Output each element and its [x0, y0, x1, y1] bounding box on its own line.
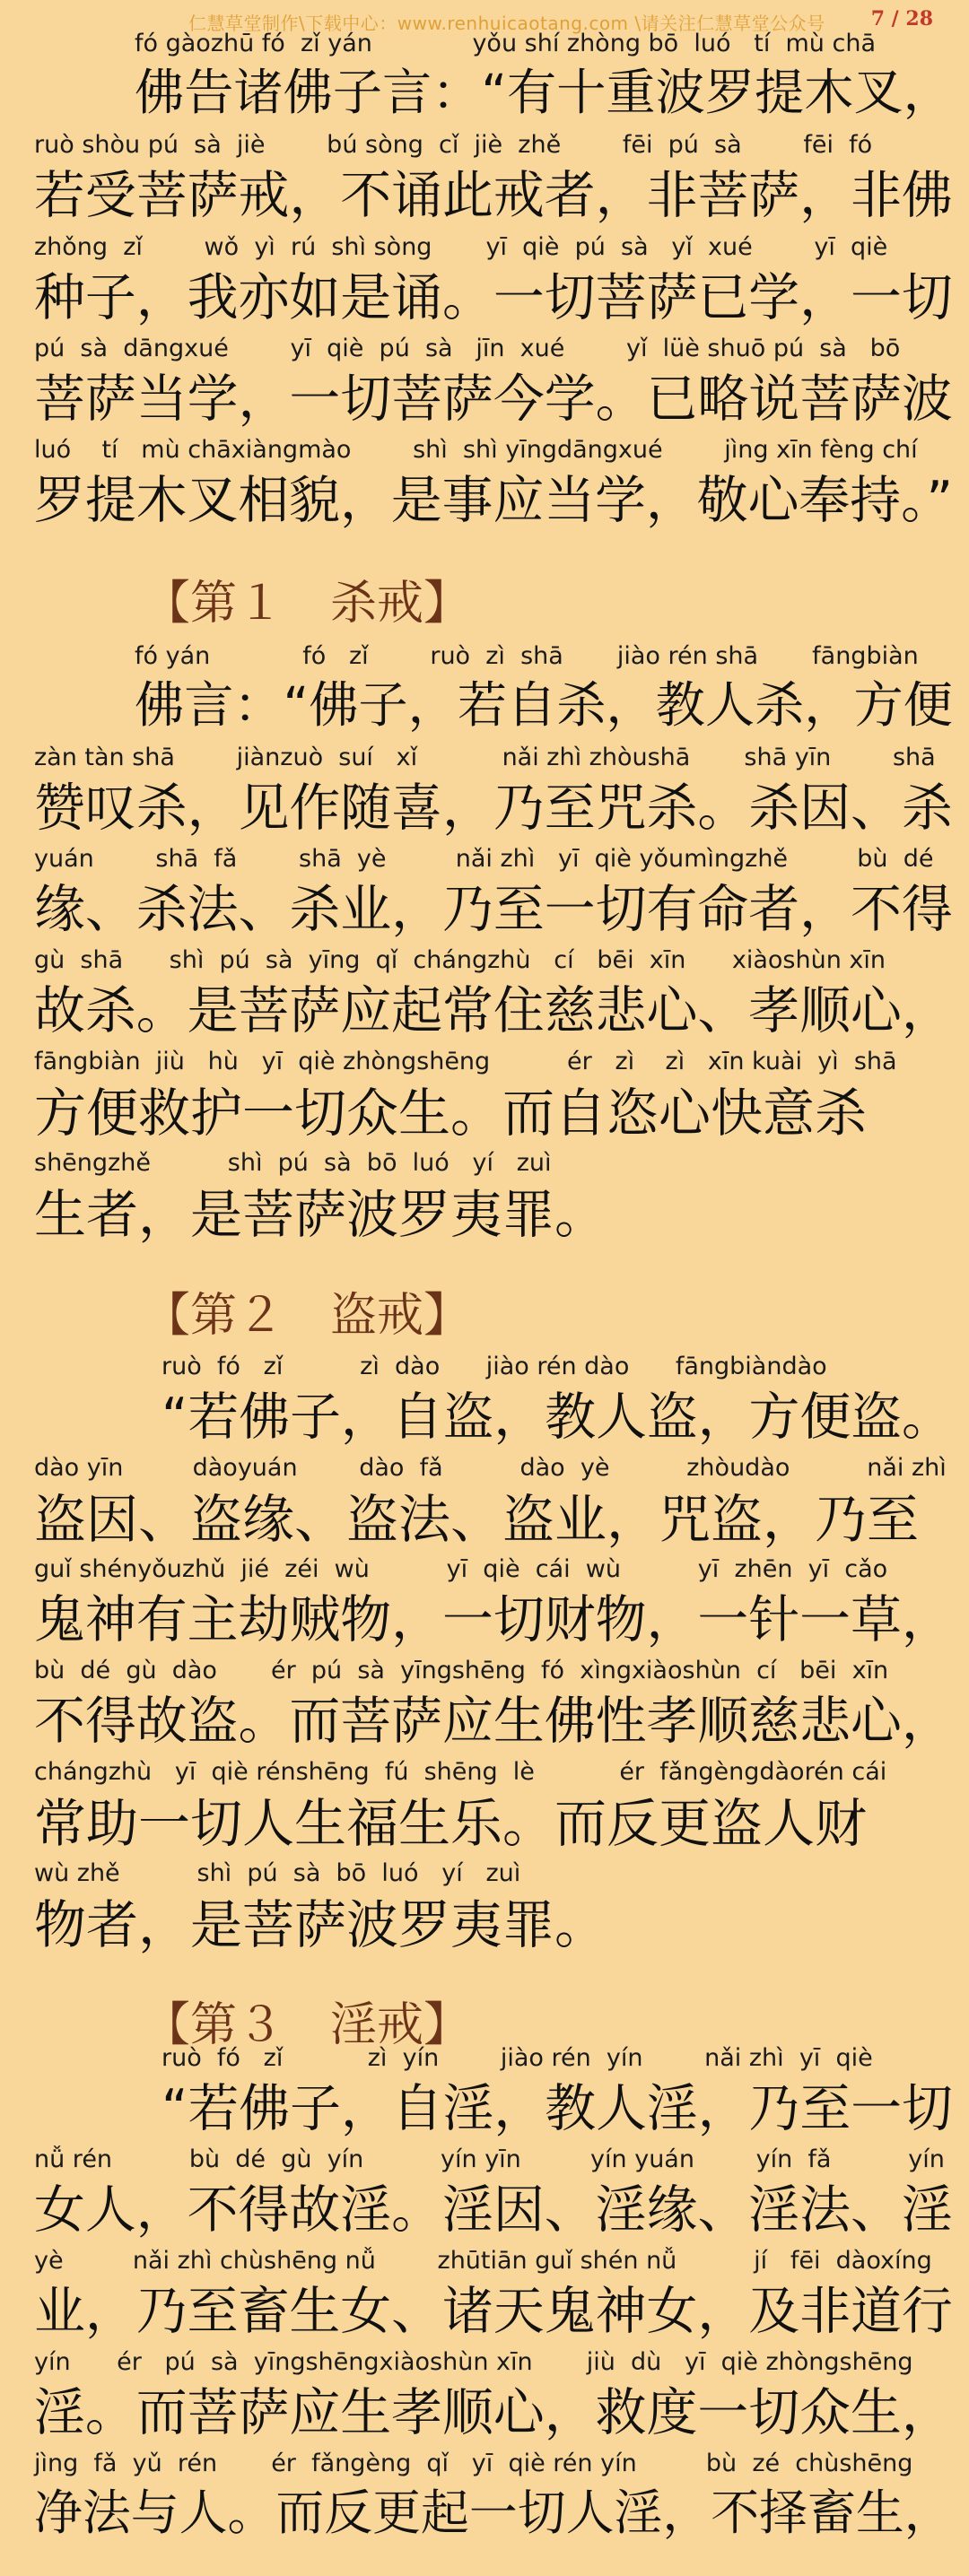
pinyin-annotation: wù zhě shì pú sà bō luó yí zuì [34, 1859, 521, 1887]
text-line [0, 1658, 969, 1759]
hanzi-text: 种子，我亦如是诵。一切菩萨已学，一切 [34, 268, 953, 327]
hanzi-text: 净法与人。而反更起一切人淫，不择畜生， [34, 2485, 953, 2541]
text-line [0, 438, 969, 538]
pinyin-annotation: fó gàozhū fó zǐ yán yǒu shí zhòng bō luó tí mù chā [135, 30, 876, 57]
text-line [0, 2147, 969, 2248]
hanzi-text: 鬼神有主劫贼物，一切财物，一针一草， [34, 1590, 953, 1649]
pinyin-annotation: yín ér pú sà yīngshēngxiàoshùn xīn jiù dù yī qiè zhòngshēng [34, 2348, 913, 2376]
text-line [0, 2350, 969, 2450]
text-line [0, 235, 969, 335]
pinyin-annotation: ruò fó zǐ zì dào jiào rén dào fāngbiàndào [162, 1353, 827, 1380]
pinyin-annotation: zàn tàn shā jiànzuò suí xǐ nǎi zhì zhòushā shā yīn shā [34, 744, 936, 771]
text-line [0, 31, 969, 132]
header-credit-text: 仁慧草堂制作\下载中心：www.renhuicaotang.com \请关注仁慧草堂公众号 [188, 13, 825, 34]
pinyin-annotation: jìng fǎ yǔ rén ér fǎngèng qǐ yī qiè rén yín bù zé chùshēng [34, 2450, 913, 2477]
page-number: 7 / 28 [870, 7, 933, 30]
hanzi-text: 若受菩萨戒，不诵此戒者，非菩萨，非佛 [34, 166, 953, 225]
text-line [0, 948, 969, 1049]
precept-heading [144, 565, 470, 637]
text-line [0, 2249, 969, 2349]
text-line [0, 1456, 969, 1556]
hanzi-text: 罗提木叉相貌，是事应当学，敬心奉持。” [34, 471, 953, 530]
precept-heading-text: 【第２ 盗戒】 [144, 1289, 471, 1343]
pinyin-annotation: guǐ shényǒuzhǔ jié zéi wù yī qiè cái wù yī zhēn yī cǎo [34, 1555, 888, 1583]
hanzi-text: 缘、杀法、杀业，乃至一切有命者，不得 [34, 880, 953, 939]
pinyin-annotation: yè nǎi zhì chùshēng nǚ zhūtiān guǐ shén nǚ jí fēi dàoxíng [34, 2247, 932, 2275]
text-line [0, 1049, 969, 1150]
text-line [0, 745, 969, 846]
hanzi-text: 佛言：“佛子，若自杀，教人杀，方便 [135, 677, 953, 735]
text-line [0, 644, 969, 744]
text-line [0, 336, 969, 437]
hanzi-text: 物者，是菩萨波罗夷罪。 [34, 1894, 607, 1955]
hanzi-text: 女人，不得故淫。淫因、淫缘、淫法、淫 [34, 2180, 953, 2240]
pinyin-annotation: shēngzhě shì pú sà bō luó yí zuì [34, 1149, 552, 1177]
hanzi-text: 业，乃至畜生女、诸天鬼神女，及非道行 [34, 2282, 953, 2341]
text-line [0, 133, 969, 233]
text-line [0, 1557, 969, 1658]
text-line [0, 2046, 969, 2146]
pinyin-annotation: fó yán fó zǐ ruò zì shā jiào rén shā fāngbiàn [135, 642, 919, 670]
hanzi-text: 故杀。是菩萨应起常住慈悲心、孝顺心， [34, 981, 953, 1040]
pinyin-annotation: zhǒng zǐ wǒ yì rú shì sòng yī qiè pú sà yǐ xué yī qiè [34, 233, 888, 261]
text-line [0, 1760, 969, 1860]
pinyin-annotation: yuán shā fǎ shā yè nǎi zhì yī qiè yǒumìngzhě bù dé [34, 845, 934, 873]
hanzi-text: 盗因、盗缘、盗法、盗业，咒盗，乃至 [34, 1489, 920, 1550]
precept-heading [144, 1277, 470, 1349]
text-line [0, 847, 969, 947]
hanzi-text: 赞叹杀，见作随喜，乃至咒杀。杀因、杀 [34, 779, 953, 838]
pinyin-annotation: bù dé gù dào ér pú sà yīngshēng fó xìngxiàoshùn cí bēi xīn [34, 1657, 889, 1684]
precept-heading-text: 【第３ 淫戒】 [144, 1998, 471, 2052]
pinyin-annotation: gù shā shì pú sà yīng qǐ chángzhù cí bēi xīn xiàoshùn xīn [34, 946, 886, 974]
hanzi-text: 方便救护一切众生。而自恣心快意杀 [34, 1083, 868, 1144]
pinyin-annotation: luó tí mù chāxiàngmào shì shì yīngdāngxué jìng xīn fèng chí [34, 436, 918, 464]
hanzi-text: 佛告诸佛子言：“有十重波罗提木叉， [135, 65, 953, 122]
hanzi-text: “若佛子，自盗，教人盗，方便盗。 [162, 1388, 953, 1447]
pinyin-annotation: dào yīn dàoyuán dào fǎ dào yè zhòudào nǎi zhì [34, 1454, 947, 1482]
pinyin-annotation: nǚ rén bù dé gù yín yín yīn yín yuán yín fǎ yín [34, 2145, 945, 2173]
pinyin-annotation: fāngbiàn jiù hù yī qiè zhòngshēng ér zì zì xīn kuài yì shā [34, 1048, 897, 1075]
pinyin-annotation: ruò shòu pú sà jiè bú sòng cǐ jiè zhě fēi pú sà fēi fó [34, 131, 873, 159]
pinyin-annotation: ruò fó zǐ zì yín jiào rén yín nǎi zhì yī qiè [162, 2044, 873, 2072]
text-line [0, 1151, 969, 1251]
hanzi-text: 生者，是菩萨波罗夷罪。 [34, 1184, 607, 1245]
hanzi-text: 不得故盗。而菩萨应生佛性孝顺慈悲心， [34, 1692, 953, 1751]
hanzi-text: 淫。而菩萨应生孝顺心，救度一切众生， [34, 2383, 953, 2442]
text-line [0, 2451, 969, 2552]
text-line [0, 1354, 969, 1455]
hanzi-text: “若佛子，自淫，教人淫，乃至一切 [162, 2079, 953, 2138]
text-line [0, 1861, 969, 1962]
pinyin-annotation: chángzhù yī qiè rénshēng fú shēng lè ér fǎngèngdàorén cái [34, 1758, 887, 1786]
hanzi-text: 菩萨当学，一切菩萨今学。已略说菩萨波 [34, 370, 953, 429]
hanzi-text: 常助一切人生福生乐。而反更盗人财 [34, 1793, 868, 1854]
pinyin-annotation: pú sà dāngxué yī qiè pú sà jīn xué yǐ lüè shuō pú sà bō [34, 335, 901, 362]
precept-heading-text: 【第１ 杀戒】 [144, 577, 471, 631]
